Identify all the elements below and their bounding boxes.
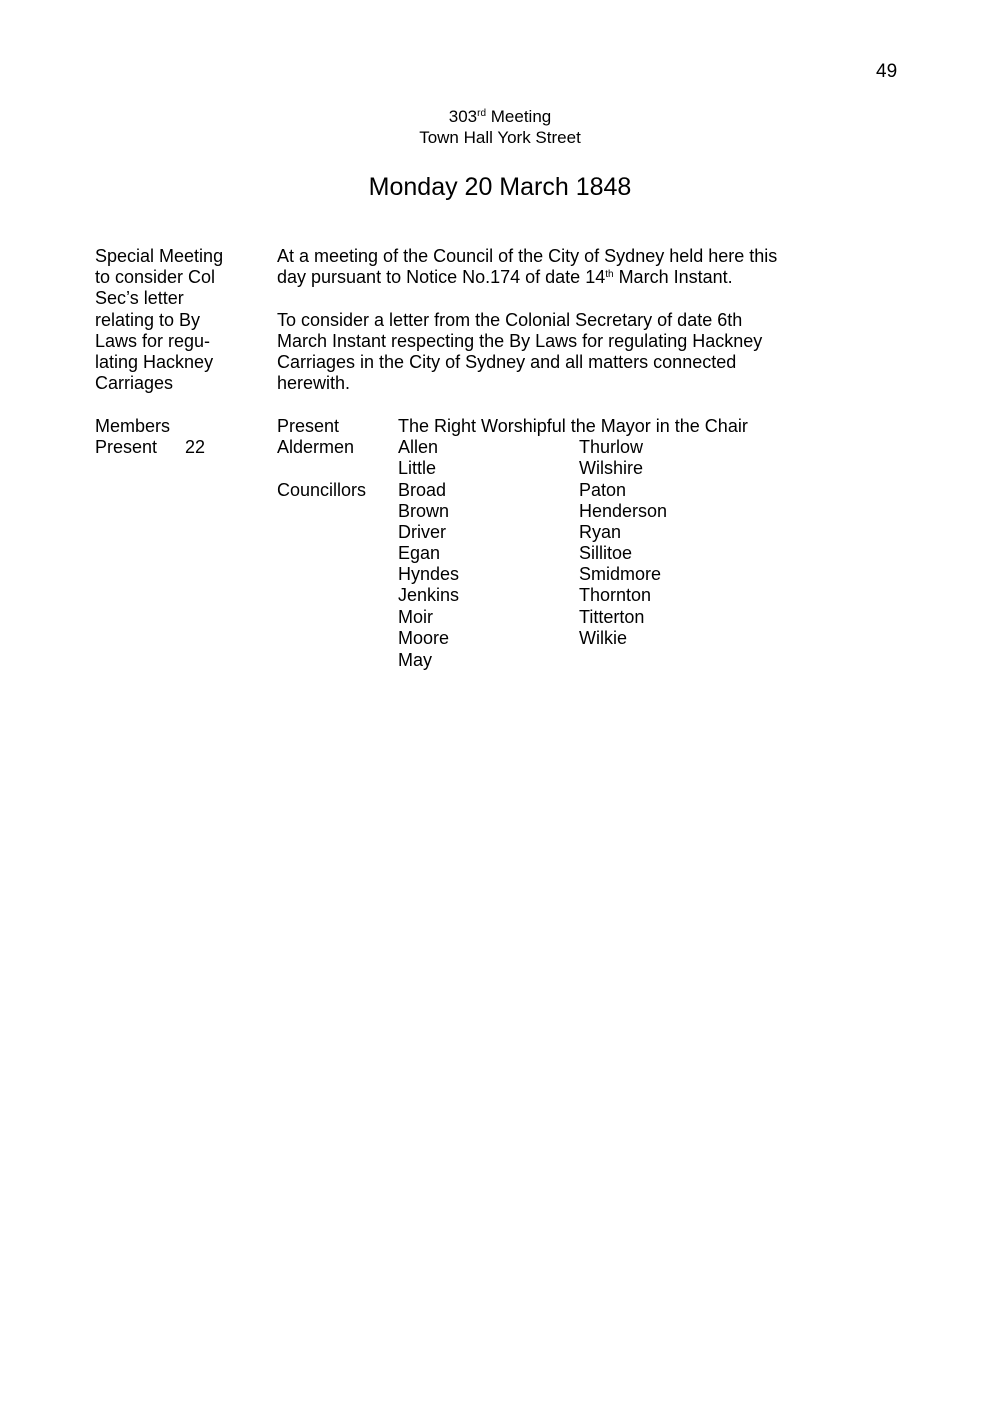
alderman-name: Thurlow <box>579 437 644 457</box>
paragraph-text: March Instant. <box>613 267 733 287</box>
councillor-name: Driver <box>398 522 446 542</box>
alderman-name: Wilshire <box>579 458 644 478</box>
margin-note-line: Carriages <box>95 373 174 393</box>
councillor-name: Brown <box>398 501 450 521</box>
councillor-name: Jenkins <box>398 585 460 605</box>
meeting-date: Monday 20 March 1848 <box>368 173 632 201</box>
meeting-number-suffix: rd <box>477 108 487 119</box>
alderman-name: Little <box>398 458 437 478</box>
councillor-name: Moir <box>398 607 433 627</box>
ordinal-suffix: th <box>605 269 614 280</box>
councillor-name: Paton <box>579 480 627 500</box>
councillor-name: Broad <box>398 480 447 500</box>
meeting-number-heading <box>0 107 1000 127</box>
alderman-name: Allen <box>398 437 439 457</box>
page-number: 49 <box>876 61 898 82</box>
members-label: Members <box>95 416 171 436</box>
paragraph-line: To consider a letter from the Colonial Secretary of date 6th <box>277 310 743 330</box>
margin-note-line: to consider Col <box>95 267 216 287</box>
paragraph-text: day pursuant to Notice No.174 of date 14 <box>277 267 606 287</box>
councillor-name: Egan <box>398 543 441 563</box>
councillor-name: Moore <box>398 628 450 648</box>
aldermen-label: Aldermen <box>277 437 355 457</box>
margin-note-line: Laws for regu- <box>95 331 211 351</box>
margin-note-line: relating to By <box>95 310 201 330</box>
councillor-name: Smidmore <box>579 564 662 584</box>
chair-text: The Right Worshipful the Mayor in the Chair <box>398 416 748 436</box>
councillor-name: Titterton <box>579 607 645 627</box>
paragraph-line: At a meeting of the Council of the City of Sydney held here this <box>277 246 778 266</box>
paragraph-line: March Instant respecting the By Laws for regulating Hackney <box>277 331 763 351</box>
margin-note-line: lating Hackney <box>95 352 214 372</box>
councillors-label: Councillors <box>277 480 367 500</box>
councillor-name: May <box>398 650 433 670</box>
present-label: Present <box>277 416 340 436</box>
councillor-name: Wilkie <box>579 628 627 648</box>
meeting-location: Town Hall York Street <box>419 128 581 147</box>
councillor-name: Thornton <box>579 585 652 605</box>
councillor-name: Henderson <box>579 501 668 521</box>
members-count: 22 <box>185 437 206 457</box>
margin-note-line: Sec’s letter <box>95 288 184 308</box>
councillor-name: Ryan <box>579 522 622 542</box>
meeting-number: 303 <box>448 107 478 126</box>
margin-note-line: Special Meeting <box>95 246 224 266</box>
paragraph-line: herewith. <box>277 373 351 393</box>
paragraph-line: Carriages in the City of Sydney and all matters connected <box>277 352 737 372</box>
paragraph-line <box>277 267 733 288</box>
councillor-name: Sillitoe <box>579 543 633 563</box>
councillor-name: Hyndes <box>398 564 460 584</box>
meeting-word: Meeting <box>490 107 552 126</box>
members-present-label: Present <box>95 437 158 457</box>
